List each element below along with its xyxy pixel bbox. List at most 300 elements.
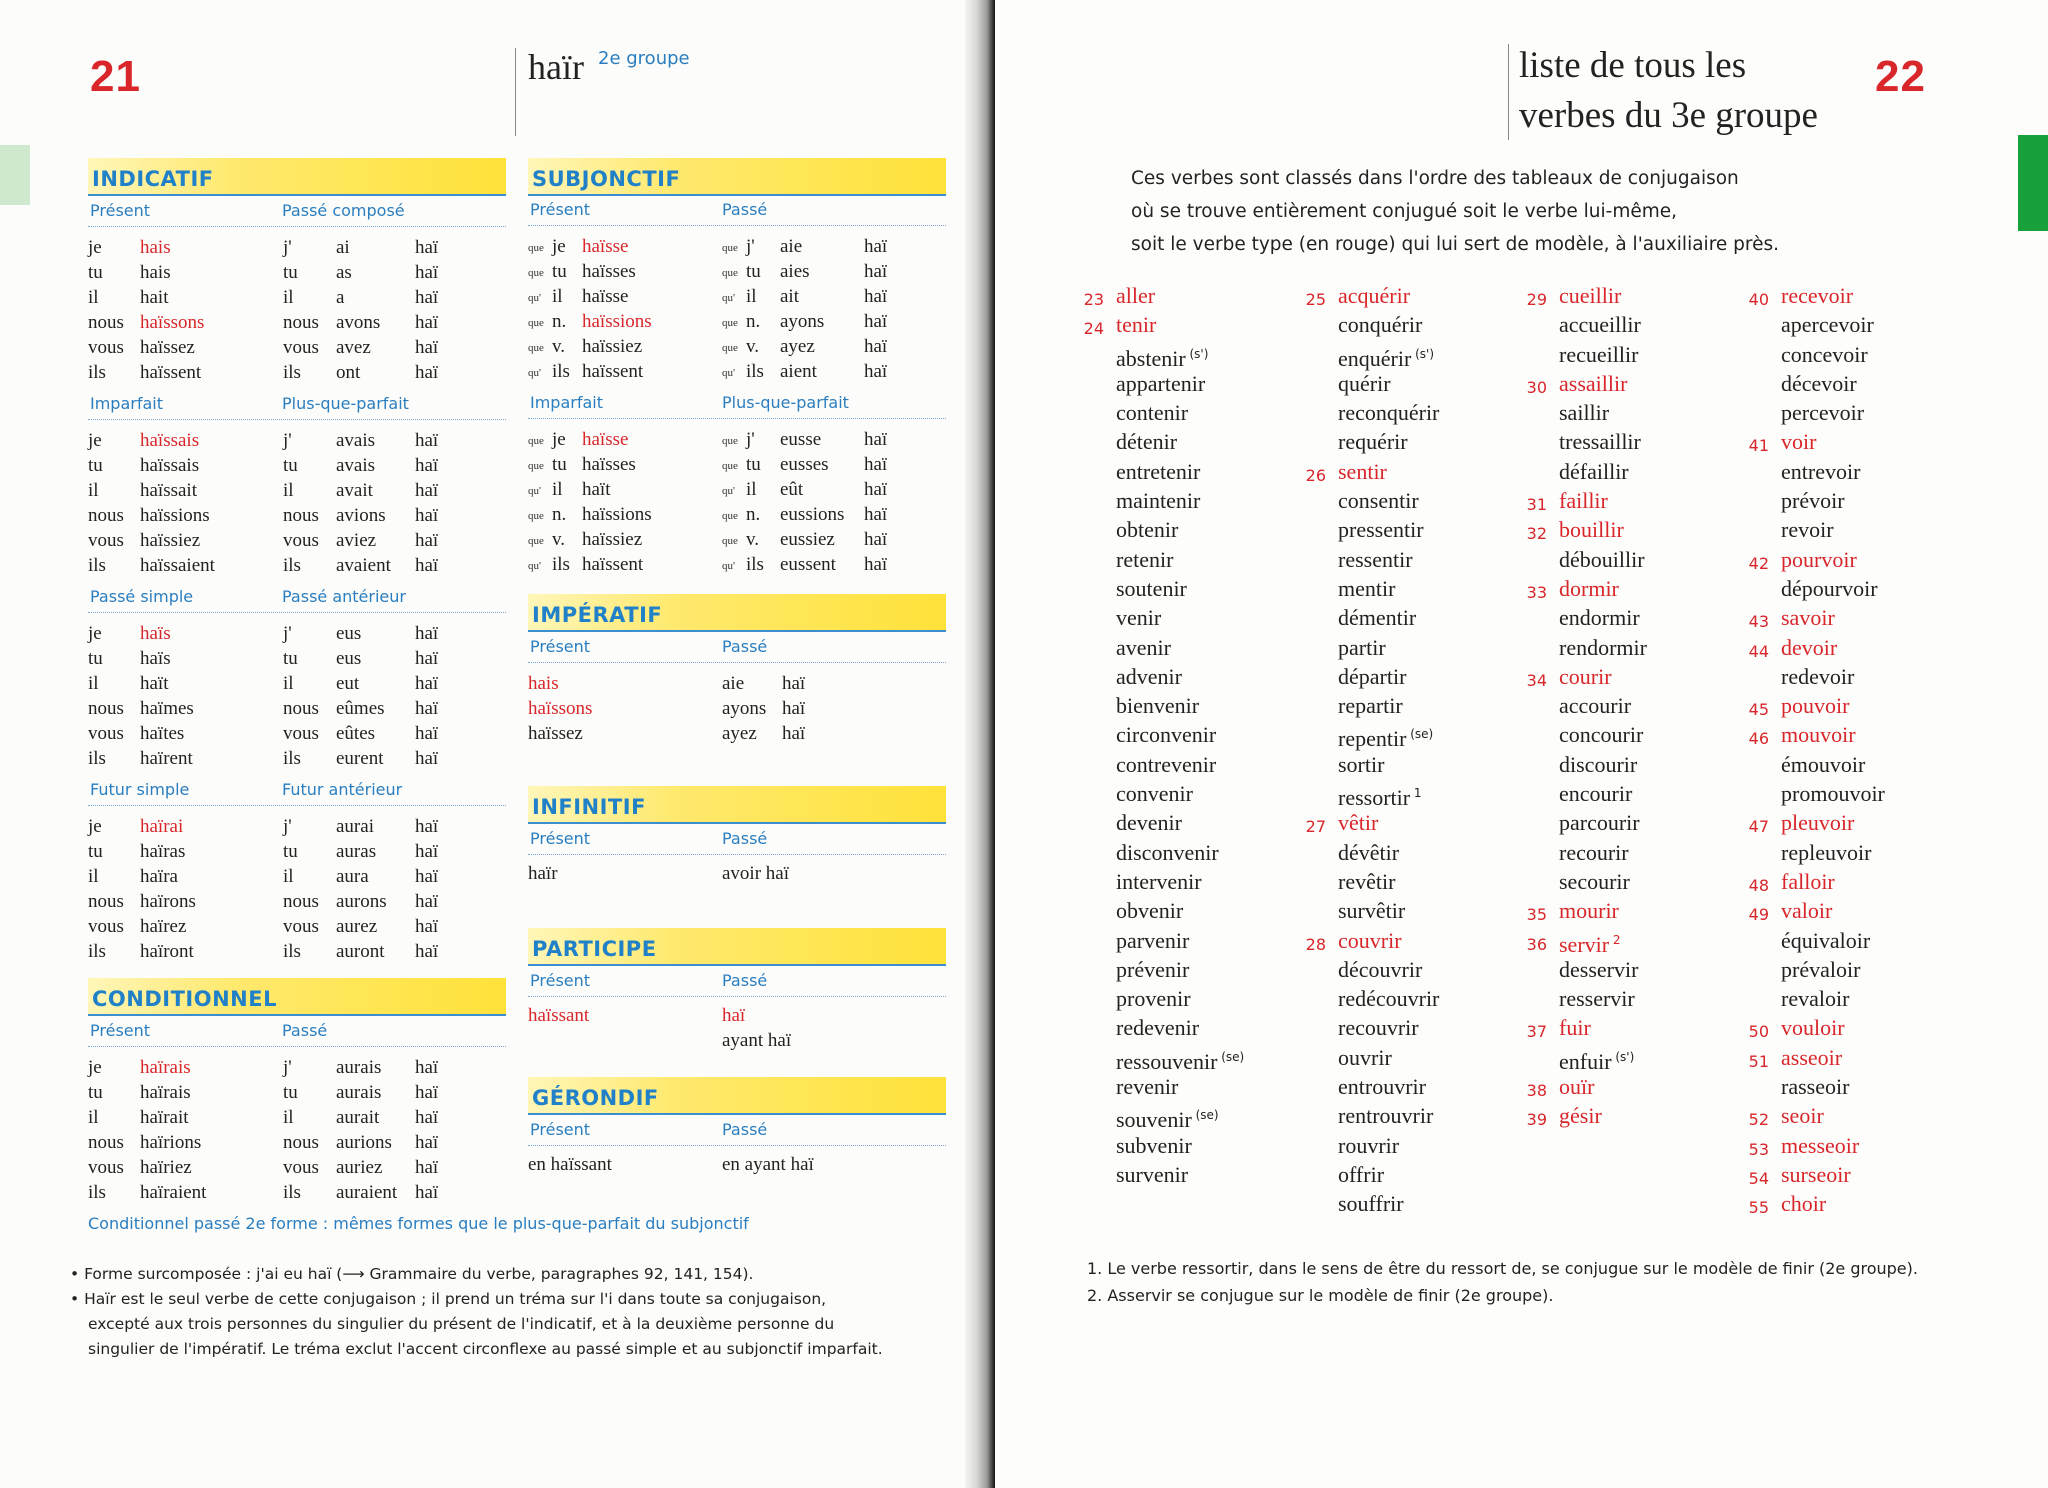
verb-annotation: (se): [1217, 1049, 1245, 1064]
auxiliary: eusses: [780, 454, 829, 475]
table-number: 43: [1748, 612, 1769, 632]
verb-annotation: (s'): [1411, 346, 1435, 361]
subjunctive-marker: que: [722, 510, 738, 522]
participle: haï: [415, 916, 439, 937]
pronoun: n.: [552, 504, 567, 525]
pronoun: il: [88, 673, 99, 694]
verb-name: enfuir $^{(s')}$: [1559, 1048, 1635, 1074]
auxiliary: aient: [780, 361, 817, 382]
section-title: CONDITIONNEL: [92, 987, 277, 1011]
verb-name: dormir: [1559, 575, 1619, 601]
verb-name: promouvoir: [1781, 781, 1885, 807]
verb-name: sortir: [1338, 751, 1385, 777]
tense-rule: [528, 225, 946, 226]
subjunctive-marker: que: [722, 342, 738, 354]
verb-form: haïsses: [582, 454, 636, 475]
auxiliary: eusse: [780, 429, 822, 450]
table-number: 42: [1748, 553, 1769, 573]
verb-name: prévenir: [1116, 956, 1190, 982]
tense-label: Passé: [722, 971, 768, 990]
pronoun: il: [88, 287, 99, 308]
auxiliary: ayons: [780, 311, 825, 332]
verb-name: entretenir: [1116, 458, 1201, 484]
footnote-line: 2. Asservir se conjugue sur le modèle de finir (2e groupe).: [1087, 1286, 1554, 1305]
auxiliary: ayez: [722, 723, 757, 744]
subjunctive-marker: que: [528, 435, 544, 447]
pronoun: ils: [552, 361, 570, 382]
verb-name: desservir: [1559, 956, 1639, 982]
subjunctive-marker: qu': [528, 292, 541, 304]
verb-name: secourir: [1559, 868, 1630, 894]
verb-name: enquérir $^{(s')}$: [1338, 345, 1435, 371]
auxiliary: eussent: [780, 554, 836, 575]
pronoun: il: [88, 866, 99, 887]
pronoun: ils: [88, 748, 106, 769]
verb-name: ouvrir: [1338, 1044, 1392, 1070]
verb-name: aller: [1116, 283, 1156, 308]
verb-form: haïssez: [140, 337, 195, 358]
pronoun: je: [552, 429, 566, 450]
pronoun: j': [746, 236, 755, 257]
verb-name: discourir: [1559, 751, 1638, 777]
section-band: [528, 158, 946, 196]
table-number: 28: [1305, 934, 1326, 954]
verb-name: dévêtir: [1338, 839, 1400, 865]
verb-annotation: 1: [1410, 786, 1422, 801]
table-number: 34: [1526, 670, 1547, 690]
verb-name: reconquérir: [1338, 400, 1440, 426]
verb-name: obvenir: [1116, 898, 1184, 924]
subjunctive-marker: qu': [722, 485, 735, 497]
verb-form: haïssons: [140, 312, 205, 333]
verb-name: recueillir: [1559, 341, 1639, 367]
pronoun: vous: [88, 916, 124, 937]
verb-form: haïs: [140, 623, 171, 644]
verb-form: haïrez: [140, 916, 187, 937]
verb-form: hais: [140, 262, 171, 283]
pronoun: il: [746, 479, 757, 500]
participle: haï: [415, 480, 439, 501]
verb-name: mourir: [1559, 898, 1619, 924]
pronoun: tu: [88, 841, 103, 862]
tense-label: Passé composé: [282, 201, 405, 220]
intro-line: Ces verbes sont classés dans l'ordre des tableaux de conjugaison: [1131, 168, 1739, 189]
subjunctive-marker: que: [722, 267, 738, 279]
tense-rule: [88, 1046, 506, 1047]
pronoun: il: [283, 673, 294, 694]
tense-label: Plus-que-parfait: [722, 393, 849, 412]
verb-form: haïriez: [140, 1157, 192, 1178]
auxiliary: as: [336, 262, 352, 283]
auxiliary: ont: [336, 362, 361, 383]
participle-present: haïssant: [528, 1005, 590, 1026]
pronoun: il: [283, 480, 294, 501]
verb-name: pressentir: [1338, 517, 1424, 543]
verb-form: haïront: [140, 941, 194, 962]
pronoun: v.: [552, 336, 566, 357]
table-number: 24: [1083, 319, 1104, 339]
pronoun: nous: [88, 312, 124, 333]
verb-form: haïssions: [582, 311, 652, 332]
subjunctive-marker: qu': [722, 367, 735, 379]
participle: haï: [415, 312, 439, 333]
list-title-line2: verbes du 3e groupe: [1519, 95, 1818, 136]
subjunctive-marker: que: [722, 435, 738, 447]
verb-name: repentir $^{(se)}$: [1338, 726, 1434, 752]
tense-label: Passé: [722, 637, 768, 656]
verb-form: haïrait: [140, 1107, 189, 1128]
verb-name: démentir: [1338, 605, 1417, 631]
verb-name: percevoir: [1781, 400, 1865, 426]
pronoun: tu: [283, 841, 298, 862]
pronoun: nous: [283, 505, 319, 526]
verb-name: quérir: [1338, 370, 1391, 396]
verb-form: haïs: [140, 648, 171, 669]
verb-name: redevoir: [1781, 663, 1855, 689]
verb-name: mouvoir: [1781, 722, 1856, 748]
section-band: [528, 928, 946, 966]
verb-name: ressortir $^1$: [1338, 785, 1422, 811]
pronoun: il: [283, 1107, 294, 1128]
participle-past-compound: ayant haï: [722, 1030, 792, 1051]
participle: haï: [864, 311, 888, 332]
participle: haï: [415, 648, 439, 669]
tense-label: Passé simple: [90, 587, 194, 606]
verb-name: soutenir: [1116, 575, 1187, 601]
section-title: GÉRONDIF: [532, 1086, 659, 1110]
subjunctive-marker: que: [528, 267, 544, 279]
auxiliary: eûtes: [336, 723, 376, 744]
subjunctive-marker: qu': [528, 560, 541, 572]
verb-name: faillir: [1559, 488, 1608, 514]
verb-name: convenir: [1116, 781, 1193, 807]
verb-name: couvrir: [1338, 927, 1402, 953]
note-line: • Haïr est le seul verbe de cette conjugaison ; il prend un tréma sur l'i dans toute sa conjugaison,: [70, 1290, 827, 1308]
pronoun: tu: [283, 262, 298, 283]
verb-name: conquérir: [1338, 312, 1423, 338]
auxiliary: avais: [336, 430, 376, 451]
tense-label: Passé: [722, 829, 768, 848]
pronoun: nous: [283, 1132, 319, 1153]
table-number: 54: [1748, 1168, 1769, 1188]
verb-name: pourvoir: [1781, 546, 1857, 572]
verb-name: retenir: [1116, 546, 1174, 572]
pronoun: nous: [283, 891, 319, 912]
verb-name: provenir: [1116, 986, 1191, 1012]
subjunctive-marker: que: [528, 242, 544, 254]
table-number: 26: [1305, 465, 1326, 485]
gerund-present: en haïssant: [528, 1154, 612, 1175]
verb-name: fuir: [1559, 1015, 1591, 1041]
participle: haï: [415, 1057, 439, 1078]
verb-name: choir: [1781, 1191, 1827, 1217]
participle: haï: [415, 505, 439, 526]
participle: haï: [415, 1157, 439, 1178]
verb-form: hait: [140, 287, 169, 308]
verb-name: concevoir: [1781, 341, 1868, 367]
section-band: [88, 978, 506, 1016]
tense-rule: [528, 662, 946, 663]
header-divider: [515, 48, 516, 136]
pronoun: vous: [283, 1157, 319, 1178]
verb-name: souvenir $^{(se)}$: [1116, 1107, 1219, 1133]
pronoun: il: [88, 1107, 99, 1128]
pronoun: v.: [746, 529, 760, 550]
tense-rule: [528, 854, 946, 855]
pronoun: v.: [552, 529, 566, 550]
tense-label: Plus-que-parfait: [282, 394, 409, 413]
verb-annotation: (se): [1191, 1108, 1219, 1123]
verb-name: partir: [1338, 634, 1386, 660]
participle: haï: [864, 429, 888, 450]
pronoun: j': [283, 623, 292, 644]
verb-name: sentir: [1338, 458, 1387, 484]
section-band: [88, 158, 506, 196]
auxiliary: avais: [336, 455, 376, 476]
pronoun: il: [746, 286, 757, 307]
verb-name: rouvrir: [1338, 1132, 1400, 1158]
pronoun: tu: [283, 648, 298, 669]
pronoun: n.: [746, 504, 761, 525]
pronoun: j': [746, 429, 755, 450]
participle: haï: [415, 623, 439, 644]
participle: haï: [415, 891, 439, 912]
verb-name: parcourir: [1559, 810, 1640, 836]
pronoun: il: [552, 286, 563, 307]
pronoun: vous: [283, 916, 319, 937]
participle: haï: [782, 698, 806, 719]
participle: haï: [415, 1082, 439, 1103]
verb-name: cueillir: [1559, 283, 1622, 308]
auxiliary: a: [336, 287, 345, 308]
verb-form: haïsse: [582, 236, 629, 257]
verb-name: ouïr: [1559, 1074, 1595, 1100]
verb-form: haïssait: [140, 480, 197, 501]
verb-form: haïsse: [582, 286, 629, 307]
subjunctive-marker: que: [528, 317, 544, 329]
verb-name: abstenir $^{(s')}$: [1116, 345, 1209, 371]
pronoun: il: [88, 480, 99, 501]
note-line: • Forme surcomposée : j'ai eu haï (⟶ Grammaire du verbe, paragraphes 92, 141, 154).: [70, 1265, 754, 1283]
pronoun: vous: [88, 530, 124, 551]
auxiliary: avons: [336, 312, 381, 333]
verb-name: avenir: [1116, 634, 1171, 660]
auxiliary: aie: [780, 236, 803, 257]
verb-form: haïraient: [140, 1182, 207, 1203]
subjunctive-marker: qu': [528, 485, 541, 497]
pronoun: tu: [88, 455, 103, 476]
auxiliary: aurez: [336, 916, 378, 937]
verb-name: accueillir: [1559, 312, 1641, 338]
participle: haï: [415, 1182, 439, 1203]
verb-name: entrouvrir: [1338, 1074, 1426, 1100]
verb-name: devoir: [1781, 634, 1838, 660]
verb-name: advenir: [1116, 663, 1182, 689]
pronoun: tu: [88, 262, 103, 283]
auxiliary: avez: [336, 337, 371, 358]
verb-name: redevenir: [1116, 1015, 1200, 1041]
pronoun: tu: [552, 261, 567, 282]
verb-name: émouvoir: [1781, 751, 1866, 777]
participle: haï: [415, 673, 439, 694]
verb-form: haïssent: [140, 362, 202, 383]
verb-name: souffrir: [1338, 1191, 1404, 1217]
section-title: INFINITIF: [532, 795, 646, 819]
verb-name: mentir: [1338, 575, 1396, 601]
table-number: 40: [1748, 290, 1769, 309]
section-band: [528, 1077, 946, 1115]
pronoun: vous: [88, 337, 124, 358]
tense-rule: [88, 226, 506, 227]
verb-name: appartenir: [1116, 370, 1206, 396]
participle: haï: [415, 430, 439, 451]
auxiliary: eus: [336, 623, 362, 644]
tense-rule: [88, 805, 506, 806]
right-page: [995, 0, 2048, 1488]
verb-name: débouillir: [1559, 546, 1645, 572]
pronoun: nous: [283, 312, 319, 333]
auxiliary: auriez: [336, 1157, 383, 1178]
verb-name: resservir: [1559, 986, 1635, 1012]
subjunctive-marker: que: [722, 317, 738, 329]
verb-title: haïr: [528, 47, 584, 87]
verb-name: survenir: [1116, 1161, 1189, 1187]
auxiliary: eûmes: [336, 698, 385, 719]
participle: haï: [782, 723, 806, 744]
verb-name: revoir: [1781, 517, 1834, 543]
verb-name: rasseoir: [1781, 1074, 1850, 1100]
verb-form: haïrais: [140, 1057, 191, 1078]
participle: haï: [864, 479, 888, 500]
verb-name: assaillir: [1559, 370, 1628, 396]
auxiliary: ai: [336, 237, 350, 258]
verb-name: revenir: [1116, 1074, 1179, 1100]
footnote-line: 1. Le verbe ressortir, dans le sens de être du ressort de, se conjugue sur le modèle de finir (2e groupe).: [1087, 1259, 1918, 1278]
verb-form: haïssiez: [582, 529, 643, 550]
page-number: 21: [90, 52, 141, 101]
verb-name: requérir: [1338, 429, 1408, 455]
page-number: 22: [1875, 52, 1926, 101]
tense-label: Présent: [530, 829, 591, 848]
table-number: 30: [1526, 377, 1547, 397]
verb-form: haïrent: [140, 748, 193, 769]
verb-name: accourir: [1559, 693, 1632, 719]
verb-annotation: (s'): [1611, 1049, 1635, 1064]
subjunctive-marker: qu': [722, 560, 735, 572]
pronoun: n.: [746, 311, 761, 332]
auxiliary: aies: [780, 261, 810, 282]
participle: haï: [864, 554, 888, 575]
table-number: 38: [1526, 1081, 1547, 1101]
pronoun: je: [88, 1057, 102, 1078]
verb-form: haïssais: [140, 430, 200, 451]
participle: haï: [415, 1107, 439, 1128]
verb-name: découvrir: [1338, 956, 1423, 982]
verb-form: haïra: [140, 866, 178, 887]
participle: haï: [415, 455, 439, 476]
pronoun: j': [283, 1057, 292, 1078]
tense-label: Imparfait: [530, 393, 603, 412]
pronoun: j': [283, 237, 292, 258]
left-page: [0, 0, 990, 1488]
verb-name: départir: [1338, 663, 1407, 689]
pronoun: tu: [746, 454, 761, 475]
table-number: 53: [1748, 1139, 1769, 1159]
pronoun: ils: [88, 941, 106, 962]
table-number: 37: [1526, 1022, 1547, 1042]
tense-label: Présent: [530, 1120, 591, 1139]
tense-label: Futur simple: [90, 780, 190, 799]
verb-form: haïssions: [582, 504, 652, 525]
verb-form: haïrais: [140, 1082, 191, 1103]
auxiliary: aurai: [336, 816, 374, 837]
table-number: 50: [1748, 1022, 1769, 1042]
auxiliary: aurais: [336, 1057, 382, 1078]
verb-name: subvenir: [1116, 1132, 1192, 1158]
pronoun: j': [283, 430, 292, 451]
tense-label: Présent: [90, 201, 151, 220]
verb-name: recouvrir: [1338, 1015, 1419, 1041]
pronoun: tu: [88, 1082, 103, 1103]
participle: haï: [415, 723, 439, 744]
auxiliary: ayons: [722, 698, 767, 719]
subjunctive-marker: que: [528, 510, 544, 522]
verb-name: équivaloir: [1781, 927, 1871, 953]
verb-name: contenir: [1116, 400, 1189, 426]
verb-name: voir: [1781, 429, 1817, 455]
participle: haï: [782, 673, 806, 694]
pronoun: vous: [283, 530, 319, 551]
verb-name: consentir: [1338, 488, 1419, 514]
subjunctive-marker: que: [528, 460, 544, 472]
table-number: 52: [1748, 1110, 1769, 1130]
participle: haï: [415, 287, 439, 308]
table-number: 51: [1748, 1051, 1769, 1071]
subjunctive-marker: que: [722, 242, 738, 254]
pronoun: il: [283, 287, 294, 308]
verb-name: recevoir: [1781, 283, 1854, 308]
auxiliary: aurions: [336, 1132, 392, 1153]
participle: haï: [864, 286, 888, 307]
edge-tab: [0, 145, 30, 205]
verb-group: 2e groupe: [598, 48, 690, 69]
participle: haï: [864, 236, 888, 257]
tense-rule: [528, 996, 946, 997]
pronoun: vous: [88, 723, 124, 744]
verb-form: hais: [140, 237, 171, 258]
tense-label: Passé: [722, 1120, 768, 1139]
tense-label: Passé: [282, 1021, 328, 1040]
auxiliary: aurais: [336, 1082, 382, 1103]
verb-name: tressaillir: [1559, 429, 1641, 455]
verb-form: haïssent: [582, 361, 644, 382]
verb-form: haïssez: [528, 723, 583, 744]
verb-name: devenir: [1116, 810, 1182, 836]
tense-rule: [88, 612, 506, 613]
verb-form: haïssais: [140, 455, 200, 476]
verb-form: haïtes: [140, 723, 185, 744]
pronoun: tu: [283, 1082, 298, 1103]
verb-annotation: (se): [1406, 727, 1434, 742]
verb-name: recourir: [1559, 839, 1629, 865]
auxiliary: eussions: [780, 504, 845, 525]
verb-name: repartir: [1338, 693, 1403, 719]
section-title: IMPÉRATIF: [532, 603, 663, 627]
pronoun: je: [552, 236, 566, 257]
table-number: 47: [1748, 817, 1769, 837]
verb-name: rendormir: [1559, 634, 1647, 660]
verb-name: seoir: [1781, 1103, 1824, 1129]
